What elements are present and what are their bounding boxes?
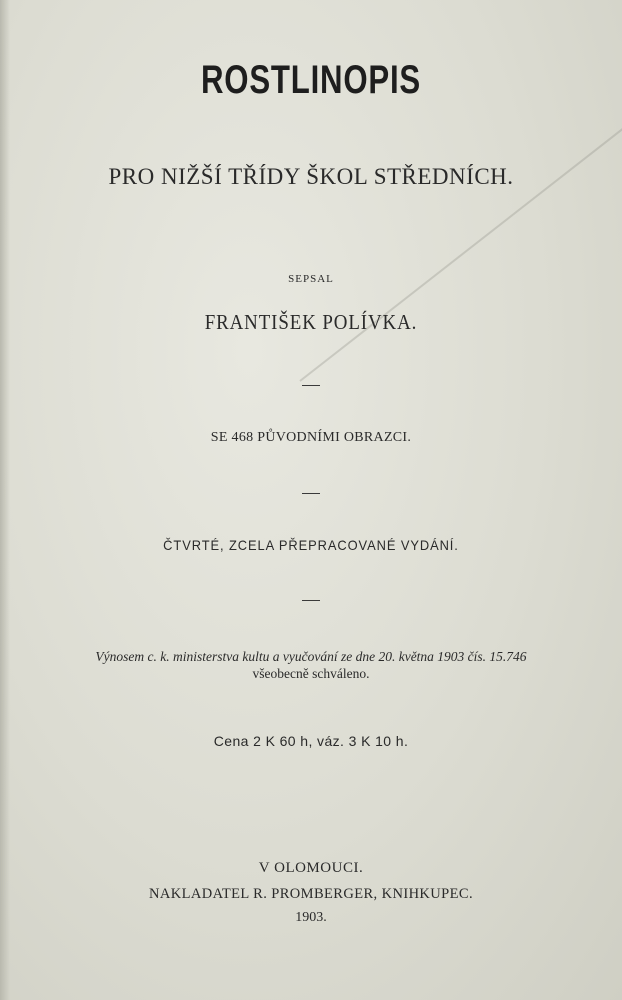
approval-line-1: Výnosem c. k. ministerstva kultu a vyučování ze dne 20. května 1903 čís. 15.746: [95, 649, 527, 664]
paper-crease: [299, 122, 622, 382]
divider-2: [302, 493, 320, 494]
author-name: FRANTIŠEK POLÍVKA.: [204, 310, 418, 334]
book-subtitle: PRO NIŽŠÍ TŘÍDY ŠKOL STŘEDNÍCH.: [108, 164, 514, 189]
divider-3: [302, 600, 320, 601]
approval-line-2: všeobecně schváleno.: [252, 666, 370, 681]
imprint-year: 1903.: [295, 910, 327, 925]
edition-note: ČTVRTÉ, ZCELA PŘEPRACOVANÉ VYDÁNÍ.: [163, 537, 459, 553]
book-title: ROSTLINOPIS: [200, 58, 422, 102]
imprint-city: V OLOMOUCI.: [258, 860, 364, 876]
divider-1: [302, 385, 320, 386]
imprint-publisher: NAKLADATEL R. PROMBERGER, KNIHKUPEC.: [148, 886, 473, 902]
ministry-approval: [0, 648, 622, 682]
page-edge-shadow: [0, 0, 10, 1000]
price-note: Cena 2 K 60 h, váz. 3 K 10 h.: [213, 733, 409, 749]
author-credit-label: SEPSAL: [288, 273, 334, 285]
figures-note: SE 468 PŮVODNÍMI OBRAZCI.: [210, 430, 412, 445]
